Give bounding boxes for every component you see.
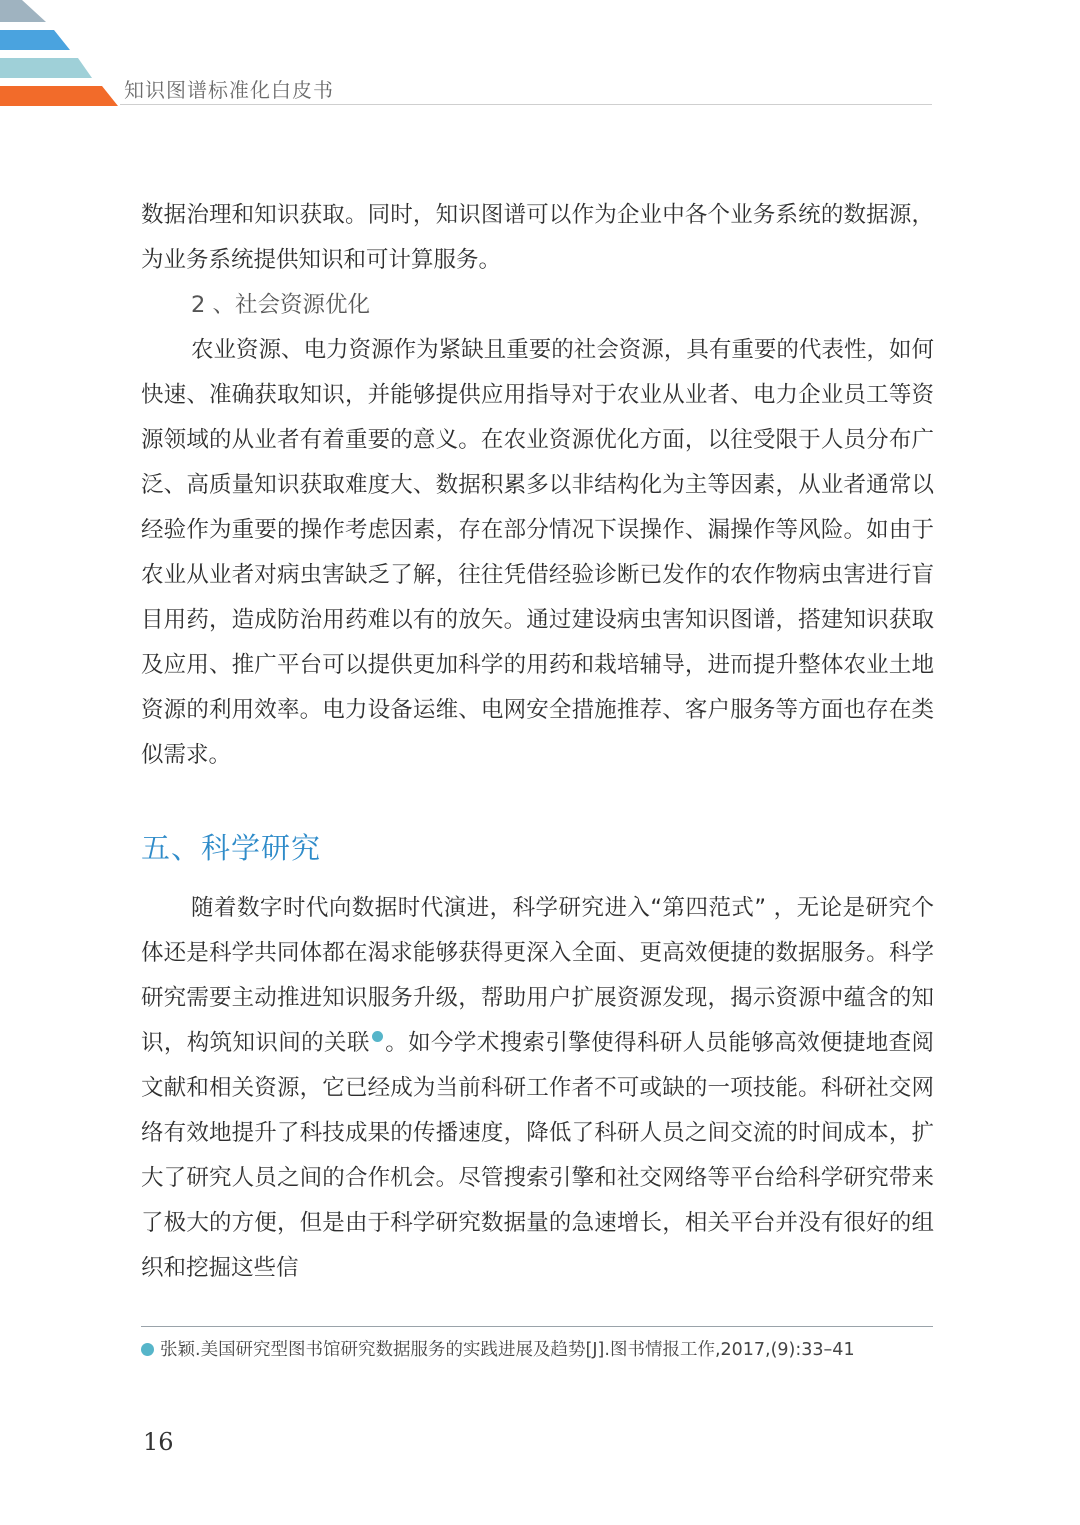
upper-body-text [141, 193, 934, 778]
page-number: 16 [143, 1428, 174, 1456]
lower-body-text [141, 886, 934, 1291]
subsection-title: 2 、社会资源优化 [191, 292, 370, 318]
continuation-paragraph: 数据治理和知识获取。同时，知识图谱可以作为企业中各个业务系统的数据源，为业务系统提供知识和可计算服务。 [141, 202, 934, 273]
section-heading: 五、科学研究 [141, 831, 322, 865]
section-paragraph-part-2: 。如今学术搜索引擎使得科研人员能够高效便捷地查阅文献和相关资源，它已经成为当前科研工作者不可或缺的一项技能。科研社交网络有效地提升了科技成果的传播速度，降低了科研人员之间交流的时间成本，扩大了研究人员之间的合作机会。尽管搜索引擎和社交网络等平台给科学研究带来了极大的方便，但是由于科学研究数据量的急速增长，相关平台并没有很好的组织和挖掘这些信 [141, 1030, 934, 1281]
footnote-marker-icon [141, 1343, 154, 1356]
running-title: 知识图谱标准化白皮书 [124, 78, 334, 102]
header-stripe [0, 86, 118, 106]
subsection-paragraph: 农业资源、电力资源作为紧缺且重要的社会资源，具有重要的代表性，如何快速、准确获取知识，并能够提供应用指导对于农业从业者、电力企业员工等资源领域的从业者有着重要的意义。在农业资源优化方面，以往受限于人员分布广泛、高质量知识获取难度大、数据积累多以非结构化为主等因素，从业者通常以经验作为重要的操作考虑因素，存在部分情况下误操作、漏操作等风险。如由于农业从业者对病虫害缺乏了解，往往凭借经验诊断已发作的农作物病虫害进行盲目用药，造成防治用药难以有的放矢。通过建设病虫害知识图谱，搭建知识获取及应用、推广平台可以提供更加科学的用药和栽培辅导，进而提升整体农业土地资源的利用效率。电力设备运维、电网安全措施推荐、客户服务等方面也存在类似需求。 [141, 337, 934, 768]
header-rule [120, 104, 932, 105]
header-stripe [0, 58, 92, 78]
section-paragraph [141, 886, 934, 1291]
footnote-rule [141, 1326, 933, 1327]
section-paragraph-part-1: 随着数字时代向数据时代演进，科学研究进入“第四范式” ，无论是研究个体还是科学共同体都在渴求能够获得更深入全面、更高效便捷的数据服务。科学研究需要主动推进知识服务升级，帮助用户扩展资源发现，揭示资源中蕴含的知识，构筑知识间的关联 [141, 895, 934, 1056]
header-stripe [0, 0, 46, 22]
header-stripe-decoration [0, 0, 140, 110]
footnote-reference-marker [372, 1031, 383, 1042]
header-stripe [0, 30, 70, 50]
footnote-text: 张颖.美国研究型图书馆研究数据服务的实践进展及趋势[J].图书情报工作,2017,(9):33–41 [160, 1340, 855, 1360]
footnote [141, 1336, 941, 1361]
